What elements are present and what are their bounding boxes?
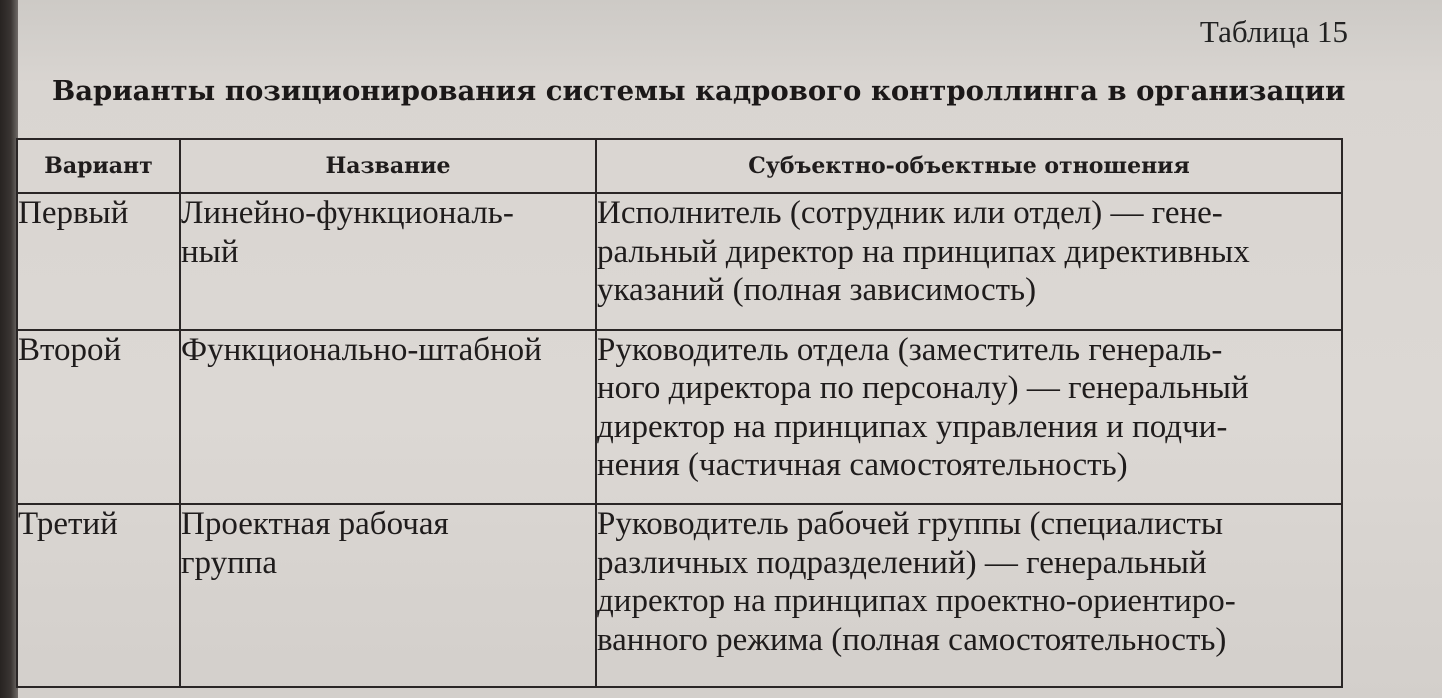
table-number: Таблица 15 (1199, 14, 1348, 49)
cell-variant: Второй (17, 330, 180, 504)
cell-name-line: Линейно-функциональ- (181, 195, 514, 231)
cell-name (180, 504, 596, 687)
positioning-table (16, 138, 1343, 688)
table-row (17, 504, 1342, 687)
table-row (17, 330, 1342, 504)
column-header-variant: Вариант (17, 139, 180, 193)
cell-name-line: ный (181, 233, 239, 270)
cell-name (180, 193, 596, 330)
column-header-name: Название (180, 139, 596, 193)
cell-relations-line: ванного режима (полная самостоятельность) (597, 621, 1227, 658)
cell-name-line: Проектная рабочая (181, 506, 449, 543)
table-caption: Варианты позиционирования системы кадрового контроллинга в организации (52, 75, 1346, 107)
cell-relations (596, 193, 1342, 330)
cell-relations-line: Руководитель отдела (заместитель генераль- (597, 331, 1223, 368)
cell-relations (596, 504, 1342, 687)
cell-variant: Третий (17, 504, 180, 687)
cell-relations-line: Исполнитель (сотрудник или отдел) — гене- (597, 195, 1223, 231)
cell-relations-line: указаний (полная зависимость) (597, 272, 1037, 308)
cell-name (180, 330, 596, 504)
cell-relations-line: ного директора по персоналу) — генеральный (597, 370, 1249, 407)
cell-relations-line: Руководитель рабочей группы (специалисты (597, 506, 1224, 543)
cell-name-line: Функционально-штабной (181, 331, 542, 368)
table-row (17, 193, 1342, 330)
cell-relations (596, 330, 1342, 504)
cell-relations-line: директор на принципах проектно-ориентиро- (597, 583, 1236, 620)
table-header-row (17, 139, 1342, 193)
cell-variant: Первый (17, 193, 180, 330)
cell-relations-line: директор на принципах управления и подчи- (597, 408, 1228, 445)
column-header-relations: Субъектно-объектные отношения (596, 139, 1342, 193)
cell-relations-line: различных подразделений) — генеральный (597, 544, 1207, 581)
cell-relations-line: ральный директор на принципах директивных (597, 233, 1250, 270)
cell-name-line: группа (181, 544, 278, 581)
cell-relations-line: нения (частичная самостоятельность) (597, 447, 1128, 484)
